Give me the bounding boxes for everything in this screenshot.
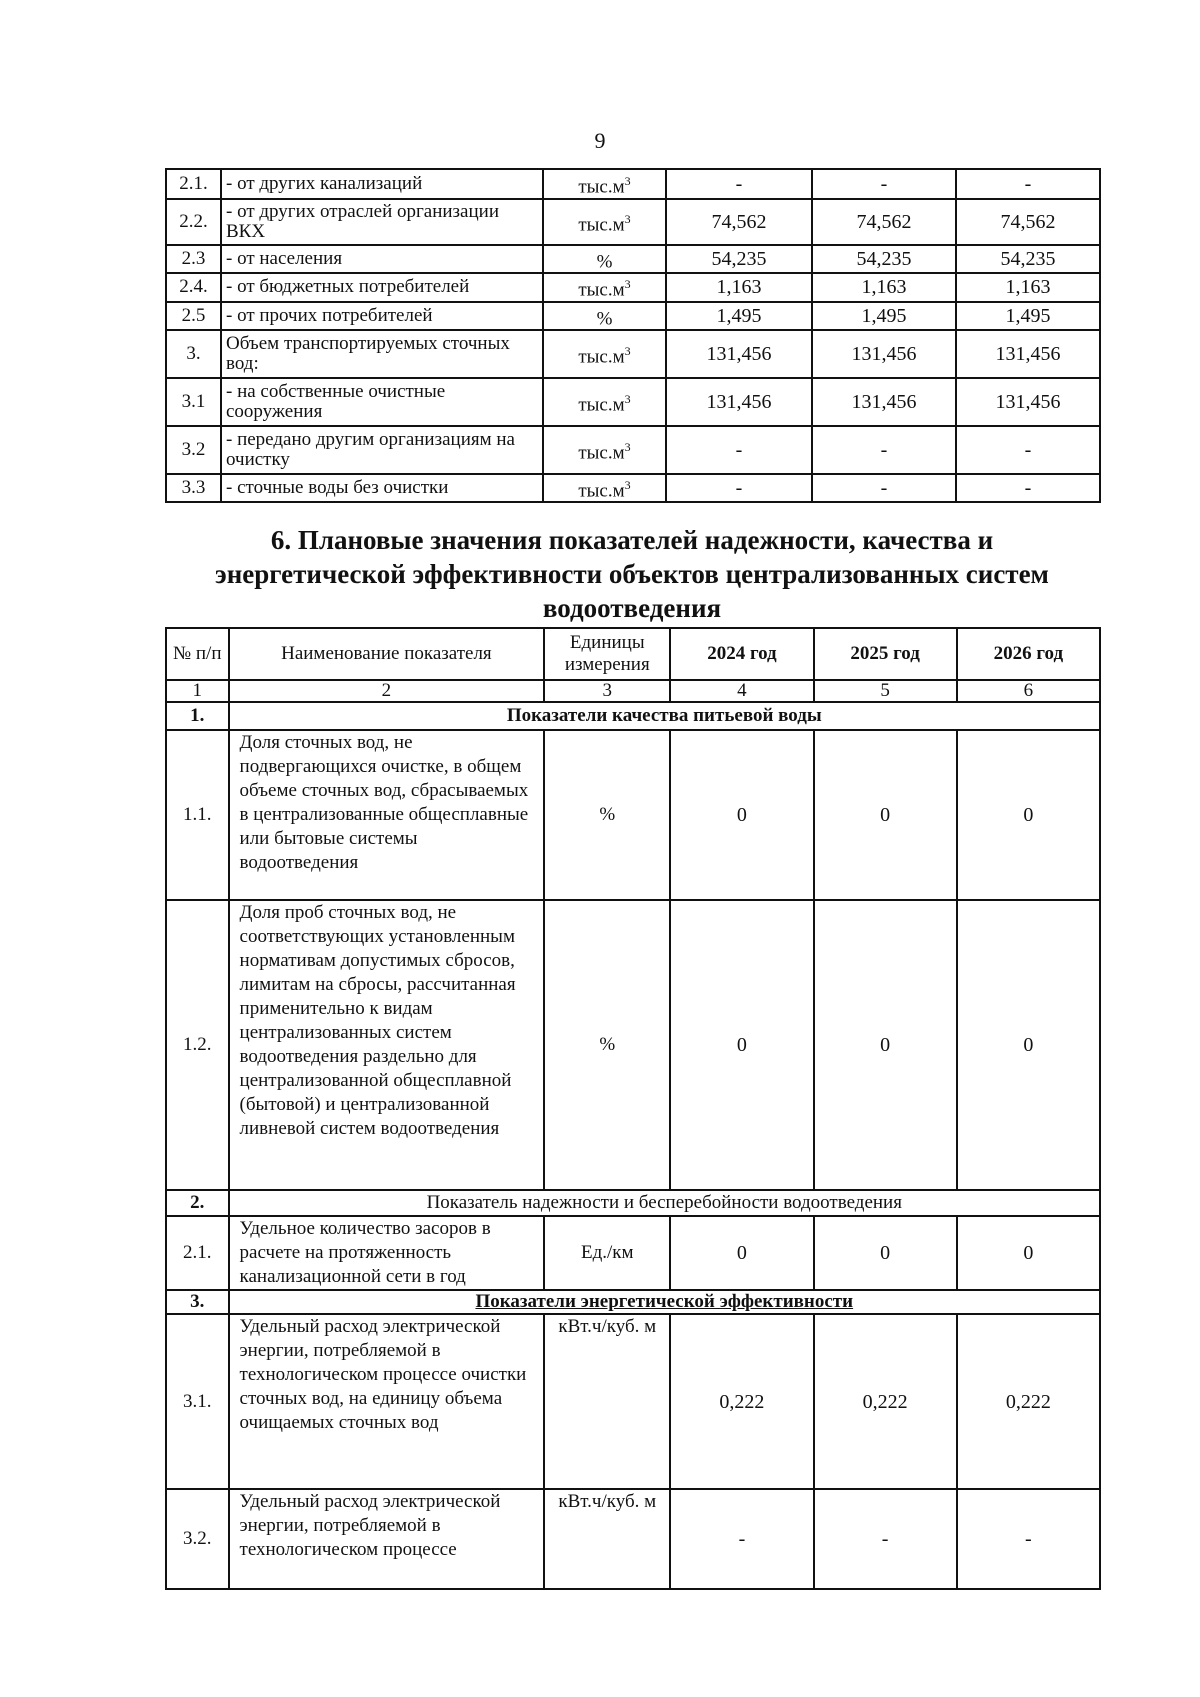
unit: кВт.ч/куб. м: [544, 1314, 670, 1489]
row-number: 3.2: [166, 426, 221, 474]
unit: [543, 302, 666, 330]
value-2024: 0: [670, 900, 813, 1190]
col-number: 5: [814, 680, 957, 702]
value-2026: 0: [957, 730, 1100, 900]
row-number: 3.1.: [166, 1314, 229, 1489]
row-name: - от бюджетных потребителей: [221, 273, 543, 301]
table-row: [166, 199, 1100, 245]
row-number: 3.1: [166, 378, 221, 426]
top-data-table: [165, 168, 1101, 503]
value-2025: -: [814, 1489, 957, 1589]
header-year-2025: 2025 год: [814, 628, 957, 680]
unit-text: тыс.м: [578, 214, 625, 236]
unit-superscript: 3: [624, 439, 631, 454]
value-2025: -: [812, 169, 956, 199]
value-2026: 74,562: [956, 199, 1100, 245]
unit-superscript: 3: [624, 477, 631, 492]
table-row: [166, 330, 1100, 378]
header-name: Наименование показателя: [229, 628, 545, 680]
col-number: 1: [166, 680, 229, 702]
header-year-2026: 2026 год: [957, 628, 1100, 680]
table-row: [166, 1314, 1100, 1489]
value-2024: 54,235: [666, 245, 812, 273]
section-title-line-1: 6. Плановые значения показателей надежности, качества и: [270, 525, 994, 555]
col-number: 3: [544, 680, 670, 702]
row-number: 2.1.: [166, 1216, 229, 1290]
value-2026: -: [957, 1489, 1100, 1589]
value-2024: 0: [670, 1216, 813, 1290]
unit-text: тыс.м: [578, 394, 625, 416]
indicator-name: Доля проб сточных вод, не соответствующих установленным нормативам допустимых сбросов, лимитам на сбросы, рассчитанная применительно к видам централизованных систем водоотведения раздельно для централизованной общесплавной (бытовой) и централизованной ливневой систем водоотведения: [229, 900, 545, 1190]
unit-text: тыс.м: [578, 480, 625, 502]
section-title-line-3: водоотведения: [542, 593, 722, 623]
value-2024: -: [670, 1489, 813, 1589]
value-2024: 1,495: [666, 302, 812, 330]
unit-text: %: [596, 307, 613, 329]
col-number: 4: [670, 680, 813, 702]
unit: %: [544, 730, 670, 900]
unit: [543, 199, 666, 245]
unit-text: тыс.м: [578, 346, 625, 368]
table-row: [166, 900, 1100, 1190]
value-2024: 1,163: [666, 273, 812, 301]
section-heading: Показатель надежности и бесперебойности водоотведения: [229, 1190, 1100, 1216]
unit-text: тыс.м: [578, 176, 625, 198]
unit: Ед./км: [544, 1216, 670, 1290]
section-number: 3.: [166, 1290, 229, 1314]
unit-text: тыс.м: [578, 279, 625, 301]
unit: [543, 426, 666, 474]
unit: [543, 378, 666, 426]
unit-text: %: [596, 251, 613, 273]
row-name: - на собственные очистные сооружения: [221, 378, 543, 426]
indicators-table: [165, 627, 1101, 1590]
header-row: [166, 628, 1100, 680]
table-row: [166, 169, 1100, 199]
unit: [543, 245, 666, 273]
value-2024: -: [666, 426, 812, 474]
value-2026: 131,456: [956, 378, 1100, 426]
row-name: Объем транспортируемых сточных вод:: [221, 330, 543, 378]
row-number: 2.1.: [166, 169, 221, 199]
value-2026: 0: [957, 900, 1100, 1190]
row-number: 2.5: [166, 302, 221, 330]
value-2025: 0: [814, 730, 957, 900]
table-row: [166, 302, 1100, 330]
value-2025: 131,456: [812, 378, 956, 426]
unit-superscript: 3: [624, 391, 631, 406]
value-2024: 131,456: [666, 378, 812, 426]
value-2025: 131,456: [812, 330, 956, 378]
section-number: 2.: [166, 1190, 229, 1216]
value-2026: 54,235: [956, 245, 1100, 273]
value-2025: 0,222: [814, 1314, 957, 1489]
row-number: 2.2.: [166, 199, 221, 245]
value-2026: -: [956, 474, 1100, 502]
unit: [543, 474, 666, 502]
row-number: 3.3: [166, 474, 221, 502]
row-number: 3.2.: [166, 1489, 229, 1589]
row-number: 1.1.: [166, 730, 229, 900]
row-name: - от прочих потребителей: [221, 302, 543, 330]
value-2025: 1,163: [812, 273, 956, 301]
header-unit: Единицы измерения: [544, 628, 670, 680]
value-2025: -: [812, 426, 956, 474]
value-2024: -: [666, 169, 812, 199]
table-row: [166, 426, 1100, 474]
value-2026: 131,456: [956, 330, 1100, 378]
unit: %: [544, 900, 670, 1190]
section-title-line-2: энергетической эффективности объектов централизованных систем: [215, 559, 1049, 589]
section-row: [166, 1190, 1100, 1216]
value-2024: 0,222: [670, 1314, 813, 1489]
row-name: - сточные воды без очистки: [221, 474, 543, 502]
value-2024: 131,456: [666, 330, 812, 378]
section-number: 1.: [166, 702, 229, 730]
indicator-name: Удельное количество засоров в расчете на протяженность канализационной сети в год: [229, 1216, 545, 1290]
value-2025: 74,562: [812, 199, 956, 245]
value-2024: 74,562: [666, 199, 812, 245]
value-2026: 0,222: [957, 1314, 1100, 1489]
value-2025: 0: [814, 1216, 957, 1290]
row-number: 2.4.: [166, 273, 221, 301]
value-2026: 1,495: [956, 302, 1100, 330]
value-2024: 0: [670, 730, 813, 900]
unit-superscript: 3: [624, 211, 631, 226]
unit: кВт.ч/куб. м: [544, 1489, 670, 1589]
table-row: [166, 1489, 1100, 1589]
value-2025: 1,495: [812, 302, 956, 330]
indicator-name: Доля сточных вод, не подвергающихся очистке, в общем объеме сточных вод, сбрасываемых в централизованные общесплавные или бытовые системы водоотведения: [229, 730, 545, 900]
table-row: [166, 245, 1100, 273]
value-2025: 54,235: [812, 245, 956, 273]
header-year-2024: 2024 год: [670, 628, 813, 680]
section-heading: Показатели качества питьевой воды: [229, 702, 1100, 730]
col-number: 2: [229, 680, 545, 702]
table-row: [166, 474, 1100, 502]
value-2026: 1,163: [956, 273, 1100, 301]
column-numbers-row: [166, 680, 1100, 702]
col-number: 6: [957, 680, 1100, 702]
table-row: [166, 378, 1100, 426]
row-name: - от населения: [221, 245, 543, 273]
value-2026: 0: [957, 1216, 1100, 1290]
row-number: 3.: [166, 330, 221, 378]
unit: [543, 330, 666, 378]
page-number: 9: [594, 128, 606, 153]
row-name: - передано другим организациям на очистку: [221, 426, 543, 474]
section-row: [166, 1290, 1100, 1314]
value-2026: -: [956, 426, 1100, 474]
value-2025: 0: [814, 900, 957, 1190]
table-row: [166, 273, 1100, 301]
unit-superscript: 3: [624, 343, 631, 358]
unit: [543, 169, 666, 199]
indicator-name: Удельный расход электрической энергии, потребляемой в технологическом процессе: [229, 1489, 545, 1589]
section-heading: Показатели энергетической эффективности: [229, 1290, 1100, 1314]
row-name: - от других канализаций: [221, 169, 543, 199]
row-name: - от других отраслей организации ВКХ: [221, 199, 543, 245]
header-num: № п/п: [166, 628, 229, 680]
table-row: [166, 1216, 1100, 1290]
value-2024: -: [666, 474, 812, 502]
row-number: 1.2.: [166, 900, 229, 1190]
section-row: [166, 702, 1100, 730]
row-number: 2.3: [166, 245, 221, 273]
indicator-name: Удельный расход электрической энергии, потребляемой в технологическом процессе очистки сточных вод, на единицу объема очищаемых сточных вод: [229, 1314, 545, 1489]
unit-superscript: 3: [624, 277, 631, 292]
unit-superscript: 3: [624, 173, 631, 188]
unit-text: тыс.м: [578, 442, 625, 464]
unit: [543, 273, 666, 301]
value-2025: -: [812, 474, 956, 502]
section-title: [165, 523, 1099, 625]
value-2026: -: [956, 169, 1100, 199]
table-row: [166, 730, 1100, 900]
